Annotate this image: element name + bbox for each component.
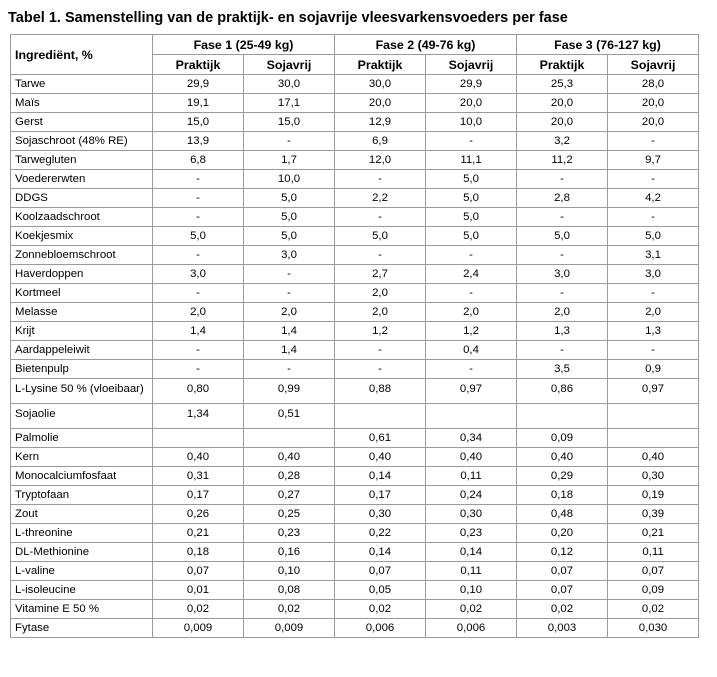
value-cell: 0,17	[335, 486, 426, 505]
value-cell: 0,14	[426, 543, 517, 562]
value-cell: 0,07	[608, 562, 699, 581]
value-cell: 0,05	[335, 581, 426, 600]
value-cell: 28,0	[608, 75, 699, 94]
ingredient-name-cell: L-Lysine 50 % (vloeibaar)	[11, 379, 153, 404]
value-cell: -	[517, 208, 608, 227]
value-cell: 10,0	[244, 170, 335, 189]
value-cell: 5,0	[244, 208, 335, 227]
value-cell: 1,2	[335, 322, 426, 341]
value-cell: 0,17	[153, 486, 244, 505]
value-cell: -	[517, 170, 608, 189]
value-cell: 29,9	[426, 75, 517, 94]
phase-2-sojavrij-header: Sojavrij	[426, 55, 517, 75]
value-cell: 0,31	[153, 467, 244, 486]
ingredient-name-cell: Koolzaadschroot	[11, 208, 153, 227]
value-cell: -	[426, 284, 517, 303]
value-cell: 20,0	[426, 94, 517, 113]
value-cell: 3,5	[517, 360, 608, 379]
value-cell: 0,02	[335, 600, 426, 619]
ingredient-name-cell: Tryptofaan	[11, 486, 153, 505]
value-cell: 17,1	[244, 94, 335, 113]
phase-1-header: Fase 1 (25-49 kg)	[153, 35, 335, 55]
phase-2-praktijk-header: Praktijk	[335, 55, 426, 75]
value-cell: 0,39	[608, 505, 699, 524]
value-cell: 3,0	[244, 246, 335, 265]
value-cell: 1,4	[153, 322, 244, 341]
table-row	[11, 524, 699, 543]
value-cell: 12,9	[335, 113, 426, 132]
value-cell: 0,27	[244, 486, 335, 505]
value-cell	[153, 429, 244, 448]
feed-composition-table	[10, 34, 699, 638]
value-cell: 0,48	[517, 505, 608, 524]
ingredient-name-cell: L-threonine	[11, 524, 153, 543]
table-row	[11, 600, 699, 619]
table-row	[11, 429, 699, 448]
value-cell: 0,18	[153, 543, 244, 562]
value-cell: -	[335, 246, 426, 265]
table-row	[11, 189, 699, 208]
value-cell: 1,34	[153, 404, 244, 429]
value-cell: 5,0	[426, 170, 517, 189]
value-cell: 0,11	[608, 543, 699, 562]
value-cell: -	[335, 360, 426, 379]
ingredient-name-cell: Sojaolie	[11, 404, 153, 429]
table-row	[11, 132, 699, 151]
ingredient-name-cell: Krijt	[11, 322, 153, 341]
ingredient-name-cell: Bietenpulp	[11, 360, 153, 379]
value-cell: 0,14	[335, 543, 426, 562]
value-cell: 2,0	[608, 303, 699, 322]
table-row	[11, 303, 699, 322]
value-cell: 3,2	[517, 132, 608, 151]
value-cell: 2,4	[426, 265, 517, 284]
value-cell	[426, 404, 517, 429]
value-cell: -	[244, 284, 335, 303]
table-row	[11, 284, 699, 303]
value-cell: 0,02	[244, 600, 335, 619]
table-row	[11, 581, 699, 600]
value-cell: 0,02	[426, 600, 517, 619]
value-cell: 0,07	[517, 562, 608, 581]
value-cell: 0,23	[244, 524, 335, 543]
value-cell: 0,40	[244, 448, 335, 467]
value-cell: 20,0	[608, 94, 699, 113]
value-cell: -	[335, 170, 426, 189]
table-row	[11, 75, 699, 94]
value-cell: 0,006	[335, 619, 426, 638]
value-cell: 0,02	[517, 600, 608, 619]
value-cell: 1,7	[244, 151, 335, 170]
value-cell: 0,01	[153, 581, 244, 600]
value-cell: 0,030	[608, 619, 699, 638]
value-cell: 5,0	[244, 189, 335, 208]
value-cell: 0,25	[244, 505, 335, 524]
value-cell: 0,23	[426, 524, 517, 543]
ingredient-name-cell: Gerst	[11, 113, 153, 132]
table-header	[11, 35, 699, 75]
value-cell: 3,0	[153, 265, 244, 284]
value-cell: 5,0	[244, 227, 335, 246]
table-row	[11, 619, 699, 638]
value-cell: 0,26	[153, 505, 244, 524]
value-cell: 0,07	[335, 562, 426, 581]
value-cell: 0,30	[335, 505, 426, 524]
value-cell: -	[153, 284, 244, 303]
value-cell: 0,40	[517, 448, 608, 467]
value-cell: -	[335, 208, 426, 227]
table-body	[11, 75, 699, 638]
value-cell: 1,3	[608, 322, 699, 341]
ingredient-name-cell: Tarwe	[11, 75, 153, 94]
value-cell	[335, 404, 426, 429]
table-row	[11, 448, 699, 467]
value-cell: 6,9	[335, 132, 426, 151]
value-cell: 5,0	[335, 227, 426, 246]
value-cell: 0,40	[153, 448, 244, 467]
value-cell: 5,0	[608, 227, 699, 246]
value-cell: 0,10	[426, 581, 517, 600]
table-row	[11, 404, 699, 429]
value-cell: -	[426, 132, 517, 151]
value-cell: 0,009	[153, 619, 244, 638]
value-cell: 2,0	[153, 303, 244, 322]
ingredient-name-cell: L-isoleucine	[11, 581, 153, 600]
value-cell: 5,0	[153, 227, 244, 246]
value-cell: 30,0	[335, 75, 426, 94]
table-row	[11, 562, 699, 581]
value-cell: 3,0	[517, 265, 608, 284]
table-row	[11, 151, 699, 170]
table-row	[11, 208, 699, 227]
value-cell: 4,2	[608, 189, 699, 208]
value-cell: 2,0	[426, 303, 517, 322]
ingredient-name-cell: Palmolie	[11, 429, 153, 448]
table-row	[11, 246, 699, 265]
value-cell: 0,97	[426, 379, 517, 404]
ingredient-name-cell: DDGS	[11, 189, 153, 208]
value-cell: 0,80	[153, 379, 244, 404]
value-cell: 0,006	[426, 619, 517, 638]
value-cell: -	[153, 360, 244, 379]
ingredient-name-cell: Melasse	[11, 303, 153, 322]
table-title: Tabel 1. Samenstelling van de praktijk- en sojavrije vleesvarkensvoeders per fase	[8, 10, 568, 26]
table-row	[11, 113, 699, 132]
value-cell: -	[426, 246, 517, 265]
value-cell: 0,34	[426, 429, 517, 448]
value-cell: 0,28	[244, 467, 335, 486]
value-cell: -	[608, 170, 699, 189]
ingredient-name-cell: Vitamine E 50 %	[11, 600, 153, 619]
ingredient-name-cell: Zout	[11, 505, 153, 524]
value-cell: 0,22	[335, 524, 426, 543]
value-cell: 0,07	[517, 581, 608, 600]
value-cell: 0,09	[608, 581, 699, 600]
header-row-phases	[11, 35, 699, 55]
ingredient-name-cell: Maïs	[11, 94, 153, 113]
table-row	[11, 94, 699, 113]
table-row	[11, 227, 699, 246]
table-row	[11, 486, 699, 505]
value-cell: -	[244, 132, 335, 151]
value-cell: 2,8	[517, 189, 608, 208]
phase-3-header: Fase 3 (76-127 kg)	[517, 35, 699, 55]
ingredient-name-cell: Kern	[11, 448, 153, 467]
value-cell: 5,0	[426, 189, 517, 208]
value-cell: 13,9	[153, 132, 244, 151]
ingredient-name-cell: DL-Methionine	[11, 543, 153, 562]
value-cell: 3,1	[608, 246, 699, 265]
value-cell: -	[426, 360, 517, 379]
value-cell: -	[608, 132, 699, 151]
ingredient-name-cell: Koekjesmix	[11, 227, 153, 246]
value-cell: 20,0	[608, 113, 699, 132]
value-cell: 30,0	[244, 75, 335, 94]
table-row	[11, 360, 699, 379]
value-cell: 0,9	[608, 360, 699, 379]
value-cell: 0,40	[335, 448, 426, 467]
value-cell: 2,0	[335, 303, 426, 322]
value-cell	[517, 404, 608, 429]
value-cell: 0,11	[426, 562, 517, 581]
value-cell: -	[244, 265, 335, 284]
ingredient-name-cell: Haverdoppen	[11, 265, 153, 284]
table-row	[11, 505, 699, 524]
value-cell: 0,51	[244, 404, 335, 429]
value-cell: 0,003	[517, 619, 608, 638]
table-row	[11, 322, 699, 341]
value-cell: 1,4	[244, 341, 335, 360]
value-cell: 2,0	[244, 303, 335, 322]
value-cell: -	[517, 341, 608, 360]
value-cell: 0,12	[517, 543, 608, 562]
value-cell: 15,0	[153, 113, 244, 132]
value-cell: 0,09	[517, 429, 608, 448]
ingredient-name-cell: Zonnebloemschroot	[11, 246, 153, 265]
value-cell: 0,99	[244, 379, 335, 404]
value-cell: 0,21	[153, 524, 244, 543]
value-cell: 0,21	[608, 524, 699, 543]
value-cell: 12,0	[335, 151, 426, 170]
ingredient-name-cell: Tarwegluten	[11, 151, 153, 170]
value-cell: 0,40	[426, 448, 517, 467]
value-cell: 19,1	[153, 94, 244, 113]
value-cell: 11,2	[517, 151, 608, 170]
phase-3-sojavrij-header: Sojavrij	[608, 55, 699, 75]
value-cell: 1,2	[426, 322, 517, 341]
value-cell: 0,08	[244, 581, 335, 600]
value-cell: 10,0	[426, 113, 517, 132]
value-cell: 0,20	[517, 524, 608, 543]
table-row	[11, 543, 699, 562]
value-cell: 0,88	[335, 379, 426, 404]
value-cell	[608, 404, 699, 429]
value-cell: 0,02	[153, 600, 244, 619]
value-cell: 2,0	[517, 303, 608, 322]
value-cell: -	[517, 284, 608, 303]
value-cell: 0,10	[244, 562, 335, 581]
value-cell: 0,24	[426, 486, 517, 505]
value-cell: 9,7	[608, 151, 699, 170]
value-cell: 11,1	[426, 151, 517, 170]
ingredient-name-cell: Voedererwten	[11, 170, 153, 189]
value-cell: -	[335, 341, 426, 360]
value-cell: 0,61	[335, 429, 426, 448]
ingredient-name-cell: Fytase	[11, 619, 153, 638]
value-cell: -	[608, 208, 699, 227]
table-row	[11, 341, 699, 360]
ingredient-name-cell: Kortmeel	[11, 284, 153, 303]
value-cell: -	[608, 284, 699, 303]
value-cell: 0,18	[517, 486, 608, 505]
value-cell: -	[244, 360, 335, 379]
value-cell	[244, 429, 335, 448]
value-cell: -	[608, 341, 699, 360]
value-cell: 2,7	[335, 265, 426, 284]
value-cell: 0,11	[426, 467, 517, 486]
value-cell: 0,19	[608, 486, 699, 505]
ingredient-column-header: Ingrediënt, %	[11, 35, 153, 75]
phase-2-header: Fase 2 (49-76 kg)	[335, 35, 517, 55]
table-row	[11, 170, 699, 189]
phase-3-praktijk-header: Praktijk	[517, 55, 608, 75]
value-cell: -	[153, 189, 244, 208]
value-cell: 0,02	[608, 600, 699, 619]
value-cell: 1,4	[244, 322, 335, 341]
table-row	[11, 265, 699, 284]
value-cell: 0,16	[244, 543, 335, 562]
value-cell: 1,3	[517, 322, 608, 341]
value-cell: 0,30	[608, 467, 699, 486]
table-row	[11, 379, 699, 404]
value-cell: 0,07	[153, 562, 244, 581]
ingredient-name-cell: Monocalciumfosfaat	[11, 467, 153, 486]
value-cell: 0,97	[608, 379, 699, 404]
value-cell: 15,0	[244, 113, 335, 132]
value-cell: 0,009	[244, 619, 335, 638]
ingredient-name-cell: L-valine	[11, 562, 153, 581]
value-cell: 6,8	[153, 151, 244, 170]
value-cell: -	[153, 208, 244, 227]
value-cell: 2,2	[335, 189, 426, 208]
value-cell: -	[153, 341, 244, 360]
value-cell: 5,0	[517, 227, 608, 246]
value-cell: 0,14	[335, 467, 426, 486]
value-cell: 20,0	[335, 94, 426, 113]
value-cell: 0,29	[517, 467, 608, 486]
value-cell: 20,0	[517, 113, 608, 132]
ingredient-name-cell: Aardappeleiwit	[11, 341, 153, 360]
table-row	[11, 467, 699, 486]
value-cell: 20,0	[517, 94, 608, 113]
value-cell: -	[153, 246, 244, 265]
phase-1-sojavrij-header: Sojavrij	[244, 55, 335, 75]
ingredient-name-cell: Sojaschroot (48% RE)	[11, 132, 153, 151]
value-cell: 0,86	[517, 379, 608, 404]
value-cell: 5,0	[426, 208, 517, 227]
value-cell: 3,0	[608, 265, 699, 284]
value-cell: 0,30	[426, 505, 517, 524]
value-cell	[608, 429, 699, 448]
phase-1-praktijk-header: Praktijk	[153, 55, 244, 75]
value-cell: -	[517, 246, 608, 265]
value-cell: 25,3	[517, 75, 608, 94]
value-cell: 5,0	[426, 227, 517, 246]
value-cell: 2,0	[335, 284, 426, 303]
value-cell: 0,4	[426, 341, 517, 360]
value-cell: 0,40	[608, 448, 699, 467]
value-cell: -	[153, 170, 244, 189]
value-cell: 29,9	[153, 75, 244, 94]
